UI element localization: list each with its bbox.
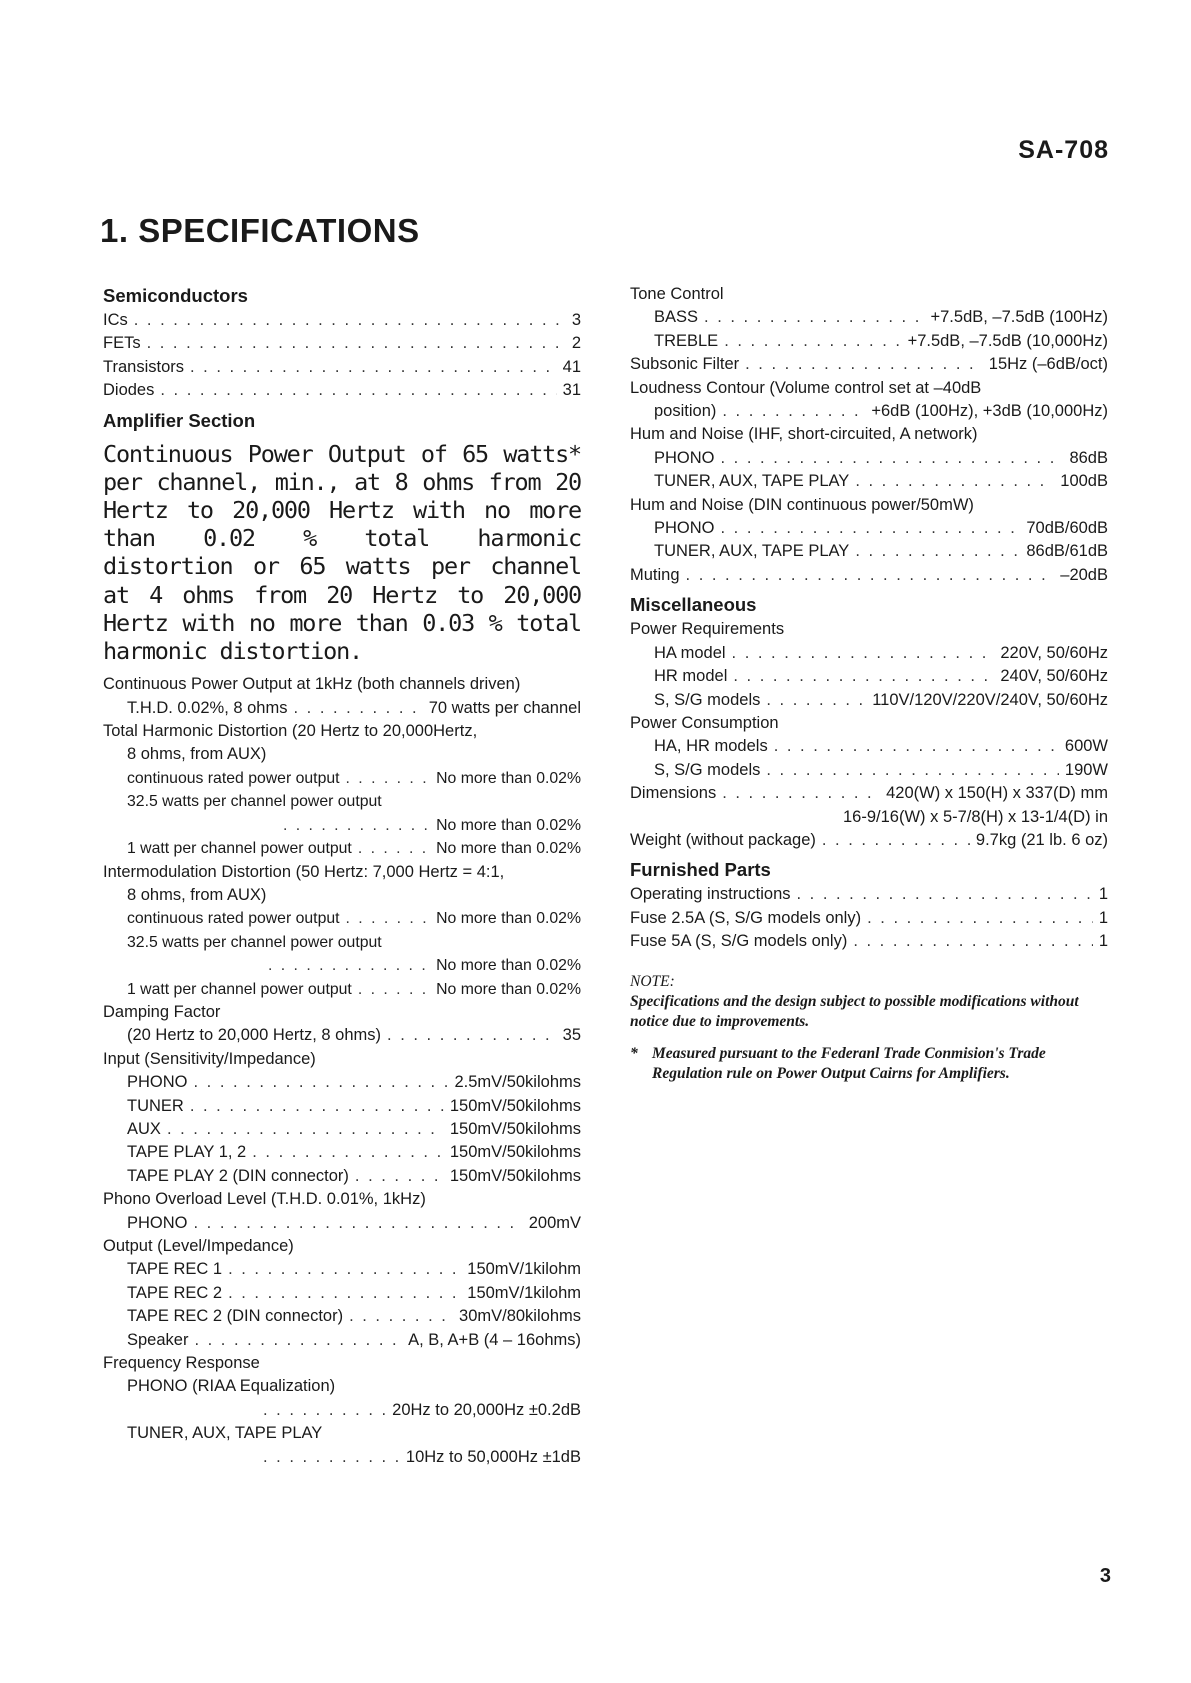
- spec-row: [103, 356, 581, 379]
- spec-label: PHONO: [654, 519, 715, 538]
- spec-label: Fuse 2.5A (S, S/G models only): [630, 908, 862, 927]
- spec-row: [630, 564, 1108, 587]
- spec-value: 31: [562, 381, 581, 400]
- spec-row: [103, 978, 581, 1001]
- spec-value: No more than 0.02%: [436, 910, 581, 928]
- spec-row: [630, 759, 1108, 782]
- spec-label: (20 Hertz to 20,000 Hertz, 8 ohms): [127, 1026, 382, 1045]
- spec-row: [630, 447, 1108, 470]
- spec-row: [103, 1141, 581, 1164]
- spec-label: S, S/G models: [654, 760, 761, 779]
- spec-label: 1 watt per channel power output: [127, 840, 352, 858]
- spec-row: [103, 1258, 581, 1281]
- cpo-title: Continuous Power Output at 1kHz (both channels driven): [103, 675, 521, 694]
- spec-value: 20Hz to 20,000Hz ±0.2dB: [392, 1400, 581, 1419]
- spec-row: [630, 829, 1108, 852]
- spec-label: S, S/G models: [654, 690, 761, 709]
- spec-label: TAPE PLAY 1, 2: [127, 1143, 247, 1162]
- spec-row: [630, 907, 1108, 930]
- spec-value: 70 watts per channel: [428, 698, 581, 717]
- spec-value: 86dB: [1069, 448, 1108, 467]
- dimensions-inches: 16-9/16(W) x 5-7/8(H) x 13-1/4(D) in: [843, 807, 1108, 826]
- spec-value: 35: [562, 1026, 581, 1045]
- spec-row: [103, 1071, 581, 1094]
- page-title: 1. SPECIFICATIONS: [100, 212, 420, 249]
- footnote-mark: *: [630, 1044, 638, 1062]
- spec-row: [103, 1282, 581, 1305]
- spec-row: [103, 1446, 581, 1469]
- imd-subtitle: 8 ohms, from AUX): [127, 885, 267, 904]
- spec-label: PHONO: [127, 1073, 188, 1092]
- spec-value: 3: [571, 311, 581, 329]
- spec-row: [630, 517, 1108, 540]
- furnished-heading: Furnished Parts: [630, 859, 771, 881]
- spec-label: Operating instructions: [630, 885, 791, 904]
- thd-title: Total Harmonic Distortion (20 Hertz to 20,000Hertz,: [103, 722, 478, 741]
- misc-heading: Miscellaneous: [630, 594, 757, 616]
- spec-label: continuous rated power output: [127, 910, 340, 928]
- spec-value: 150mV/50kilohms: [449, 1119, 581, 1138]
- spec-value: 2: [571, 334, 581, 353]
- power-req-title: Power Requirements: [630, 620, 785, 639]
- spec-value: 86dB/61dB: [1026, 542, 1108, 561]
- spec-value: –20dB: [1060, 565, 1108, 584]
- spec-row: [103, 1095, 581, 1118]
- spec-label: TUNER, AUX, TAPE PLAY: [654, 472, 850, 491]
- spec-label: 1 watt per channel power output: [127, 980, 352, 998]
- spec-label: HR model: [654, 667, 728, 686]
- spec-row: [103, 814, 581, 837]
- spec-value: 150mV/1kilohm: [467, 1283, 581, 1302]
- spec-row: [103, 1399, 581, 1422]
- spec-label: Fuse 5A (S, S/G models only): [630, 932, 848, 951]
- spec-row: [103, 332, 581, 355]
- spec-label: BASS: [654, 308, 699, 327]
- spec-value: 240V, 50/60Hz: [1000, 667, 1108, 686]
- model-number: SA-708: [1018, 136, 1109, 164]
- spec-value: 200mV: [528, 1213, 581, 1232]
- spec-row: [630, 883, 1108, 906]
- spec-row: [103, 767, 581, 790]
- damping-title: Damping Factor: [103, 1002, 221, 1021]
- note: [630, 972, 1108, 1084]
- note-label: NOTE:: [630, 972, 675, 990]
- spec-row: [103, 1329, 581, 1352]
- spec-row: [103, 697, 581, 720]
- spec-row: [103, 1024, 581, 1047]
- output-title: Output (Level/Impedance): [103, 1237, 294, 1255]
- spec-row: [103, 837, 581, 860]
- spec-label: position): [654, 402, 717, 421]
- spec-value: 150mV/50kilohms: [449, 1096, 581, 1115]
- power-statement: Continuous Power Output of 65 watts* per channel, min., at 8 ohms from 20 Hertz to 20,000 Hertz with no more than 0.02 % total harmonic distortion or 65 watts per channel at 4 ohms from 20 Hertz to 20,000 Hertz with no more than 0.03 % total harmonic distortion.: [103, 439, 581, 666]
- spec-label: ICs: [103, 311, 128, 329]
- spec-value: No more than 0.02%: [436, 957, 581, 975]
- spec-label: 32.5 watts per channel power output: [127, 793, 382, 811]
- spec-label: TAPE PLAY 2 (DIN connector): [127, 1166, 349, 1185]
- spec-label: 32.5 watts per channel power output: [127, 933, 382, 951]
- spec-label: TUNER, AUX, TAPE PLAY: [654, 542, 850, 561]
- hum-ihf-title: Hum and Noise (IHF, short-circuited, A network): [630, 425, 978, 444]
- spec-value: 2.5mV/50kilohms: [454, 1073, 581, 1092]
- thd-subtitle: 8 ohms, from AUX): [127, 745, 267, 764]
- spec-row: [630, 400, 1108, 423]
- spec-value: 41: [562, 357, 581, 376]
- spec-row: [630, 330, 1108, 353]
- spec-label: TUNER: [127, 1096, 184, 1115]
- spec-value: 15Hz (–6dB/oct): [988, 355, 1108, 374]
- spec-row: [630, 642, 1108, 665]
- spec-row: [630, 930, 1108, 953]
- spec-value: +7.5dB, –7.5dB (100Hz): [930, 308, 1108, 327]
- spec-value: 150mV/50kilohms: [449, 1143, 581, 1162]
- spec-row: [630, 540, 1108, 563]
- footnote-text: Measured pursuant to the Federanl Trade Conmision's Trade Regulation rule on Power Output Cairns for Amplifiers.: [652, 1044, 1046, 1082]
- spec-label: FETs: [103, 334, 141, 353]
- hum-din-title: Hum and Noise (DIN continuous power/50mW): [630, 495, 974, 514]
- spec-label: Dimensions: [630, 784, 717, 803]
- spec-row: [103, 1305, 581, 1328]
- spec-value: 190W: [1064, 760, 1108, 779]
- spec-label: Weight (without package): [630, 830, 816, 849]
- power-cons-title: Power Consumption: [630, 713, 779, 732]
- spec-value: No more than 0.02%: [436, 769, 581, 787]
- spec-label: TAPE REC 1: [127, 1260, 223, 1279]
- overload-title: Phono Overload Level (T.H.D. 0.01%, 1kHz): [103, 1190, 426, 1209]
- spec-row: [103, 379, 581, 402]
- spec-value: No more than 0.02%: [436, 840, 581, 858]
- spec-row: [103, 954, 581, 977]
- spec-value: A, B, A+B (4 – 16ohms): [408, 1330, 581, 1349]
- freq-phono-label: PHONO (RIAA Equalization): [127, 1377, 336, 1396]
- spec-row: [630, 306, 1108, 329]
- spec-value: 150mV/1kilohm: [467, 1260, 581, 1279]
- spec-value: 9.7kg (21 lb. 6 oz): [975, 830, 1108, 849]
- spec-row: [630, 689, 1108, 712]
- spec-value: No more than 0.02%: [436, 816, 581, 834]
- spec-label: HA model: [654, 643, 726, 662]
- footnote: [630, 1044, 1108, 1084]
- spec-label: Diodes: [103, 381, 155, 400]
- spec-label: continuous rated power output: [127, 769, 340, 787]
- spec-value: 600W: [1064, 737, 1108, 756]
- imd-title: Intermodulation Distortion (50 Hertz: 7,000 Hertz = 4:1,: [103, 862, 505, 881]
- spec-value: No more than 0.02%: [436, 980, 581, 998]
- tone-title: Tone Control: [630, 285, 724, 303]
- spec-label: Transistors: [103, 357, 184, 376]
- left-column: [103, 283, 581, 1469]
- spec-row: [630, 665, 1108, 688]
- spec-label: PHONO: [127, 1213, 188, 1232]
- spec-value: 100dB: [1060, 472, 1108, 491]
- spec-label: Muting: [630, 565, 680, 584]
- right-column: [630, 283, 1108, 1084]
- spec-row: [103, 1118, 581, 1141]
- spec-value: 30mV/80kilohms: [459, 1307, 581, 1326]
- spec-value: +6dB (100Hz), +3dB (10,000Hz): [871, 402, 1108, 421]
- spec-value: 110V/120V/220V/240V, 50/60Hz: [872, 690, 1108, 709]
- semiconductors-heading: Semiconductors: [103, 285, 248, 306]
- freq-tuner-label: TUNER, AUX, TAPE PLAY: [127, 1424, 323, 1443]
- spec-label: T.H.D. 0.02%, 8 ohms: [127, 698, 288, 717]
- note-text: Specifications and the design subject to possible modifications without notice due to improvements.: [630, 992, 1079, 1030]
- loudness-title: Loudness Contour (Volume control set at –40dB: [630, 378, 982, 397]
- spec-value: 420(W) x 150(H) x 337(D) mm: [886, 784, 1108, 803]
- spec-row: [103, 1165, 581, 1188]
- spec-label: TREBLE: [654, 331, 719, 350]
- spec-value: 70dB/60dB: [1026, 519, 1108, 538]
- spec-label: Subsonic Filter: [630, 355, 740, 374]
- spec-label: TAPE REC 2 (DIN connector): [127, 1307, 344, 1326]
- amplifier-heading: Amplifier Section: [103, 409, 256, 431]
- spec-value: 220V, 50/60Hz: [1000, 643, 1108, 662]
- spec-value: 1: [1098, 908, 1108, 927]
- spec-row: [103, 907, 581, 930]
- spec-value: 1: [1098, 932, 1108, 951]
- spec-label: HA, HR models: [654, 737, 768, 756]
- spec-row: [103, 1212, 581, 1235]
- input-title: Input (Sensitivity/Impedance): [103, 1049, 316, 1068]
- spec-label: PHONO: [654, 448, 715, 467]
- spec-label: Speaker: [127, 1330, 189, 1349]
- spec-value: 150mV/50kilohms: [449, 1166, 581, 1185]
- spec-value: 1: [1098, 885, 1108, 904]
- spec-label: TAPE REC 2: [127, 1283, 223, 1302]
- spec-value: 10Hz to 50,000Hz ±1dB: [405, 1447, 581, 1466]
- spec-label: AUX: [127, 1119, 161, 1138]
- spec-row: [630, 353, 1108, 376]
- spec-row: [630, 782, 1108, 805]
- spec-value: +7.5dB, –7.5dB (10,000Hz): [907, 331, 1108, 350]
- spec-row: [630, 470, 1108, 493]
- spec-row: [103, 309, 581, 332]
- page-number: 3: [1099, 1565, 1111, 1587]
- spec-row: [630, 735, 1108, 758]
- freq-title: Frequency Response: [103, 1354, 260, 1373]
